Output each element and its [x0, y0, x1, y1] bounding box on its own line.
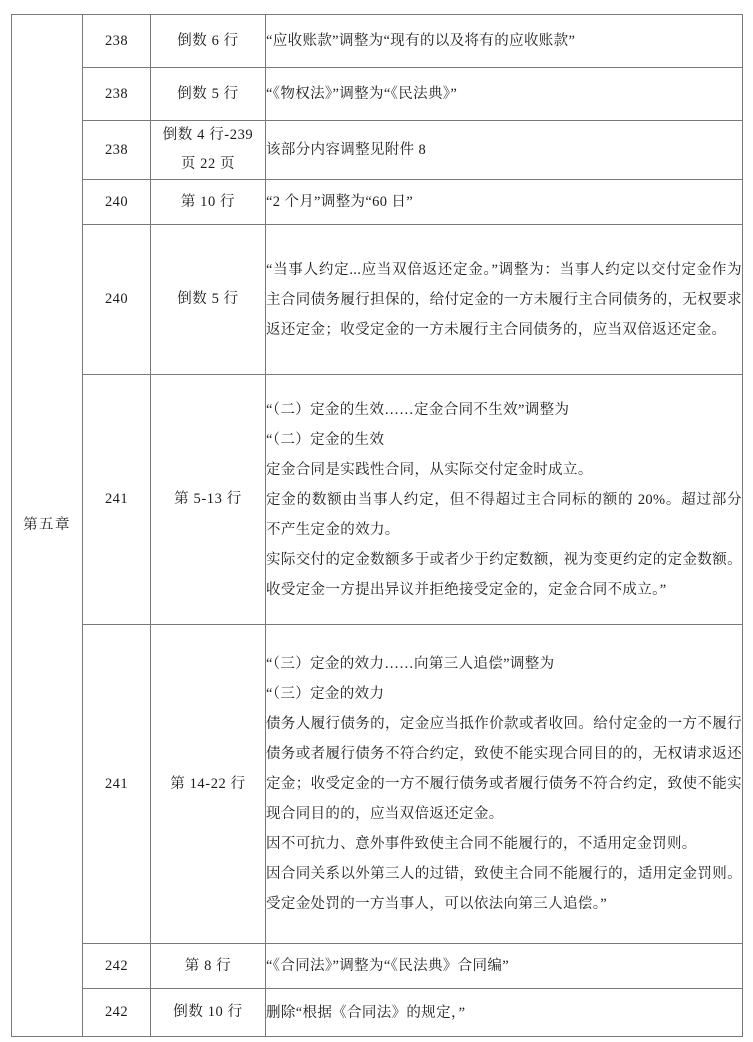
- content-paragraph: 实际交付的定金数额多于或者少于约定数额，视为变更约定的定金数额。收受定金一方提出异议并拒绝接受定金的，定金合同不成立。”: [266, 551, 742, 598]
- page-number-cell: 241: [83, 375, 151, 625]
- table-row: [12, 15, 743, 68]
- table-row: [12, 225, 743, 375]
- revision-table: [11, 14, 743, 1037]
- line-range-cell: 倒数 6 行: [151, 15, 266, 68]
- table-row: [12, 375, 743, 625]
- table-row: [12, 121, 743, 180]
- content-cell: [266, 375, 743, 625]
- content-paragraph: 删除“根据《合同法》的规定，”: [266, 1004, 466, 1021]
- content-paragraph: “应收账款”调整为“现有的以及将有的应收账款”: [266, 33, 576, 49]
- table-row: [12, 180, 743, 225]
- content-paragraph: 定金的数额由当事人约定，但不得超过主合同标的额的 20%。超过部分不产生定金的效力。: [266, 491, 742, 538]
- chapter-cell: 第五章: [12, 15, 83, 1037]
- content-cell: [266, 15, 743, 68]
- content-paragraph: “《物权法》”调整为“《民法典》”: [266, 86, 458, 102]
- page-number-cell: 238: [83, 68, 151, 121]
- content-paragraph: 定金合同是实践性合同，从实际交付定金时成立。: [266, 461, 593, 478]
- line-range-part: 倒数 4 行-239: [162, 127, 254, 143]
- page-number-cell: 242: [83, 989, 151, 1037]
- content-paragraph: “（三）定金的效力: [266, 686, 385, 702]
- page-number-cell: 242: [83, 944, 151, 989]
- line-range-cell: 倒数 5 行: [151, 68, 266, 121]
- content-paragraph: 债务人履行债务的，定金应当抵作价款或者收回。给付定金的一方不履行债务或者履行债务不符合约定，致使不能实现合同目的的，无权请求返还定金；收受定金的一方不履行债务或者履行债务不符合约定，致使不能实现合同目的的，应当双倍返还定金。: [266, 716, 742, 822]
- table-row: [12, 625, 743, 944]
- line-range-cell: 第 10 行: [151, 180, 266, 225]
- content-cell: [266, 180, 743, 225]
- table-row: [12, 68, 743, 121]
- line-range-cell: 第 5-13 行: [151, 375, 266, 625]
- content-paragraph: “当事人约定...应当双倍返还定金。”调整为：当事人约定以交付定金作为主合同债务履行担保的，给付定金的一方未履行主合同债务的，无权要求返还定金；收受定金的一方未履行主合同债务的，应当双倍返还定金。: [266, 261, 742, 338]
- table-row: [12, 944, 743, 989]
- line-range-cell: 倒数 5 行: [151, 225, 266, 375]
- content-paragraph: “《合同法》”调整为“《民法典》合同编”: [266, 958, 509, 974]
- content-cell: [266, 121, 743, 180]
- line-range-cell: 第 8 行: [151, 944, 266, 989]
- content-paragraph: “2 个月”调整为“60 日”: [266, 194, 413, 210]
- content-paragraph: 该部分内容调整见附件 8: [266, 142, 427, 158]
- content-cell: [266, 68, 743, 121]
- content-cell: [266, 944, 743, 989]
- line-range-cell: [151, 121, 266, 180]
- content-paragraph: 因不可抗力、意外事件致使主合同不能履行的，不适用定金罚则。: [266, 836, 697, 852]
- content-cell: [266, 989, 743, 1037]
- content-paragraph: 因合同关系以外第三人的过错，致使主合同不能履行的，适用定金罚则。受定金处罚的一方当事人，可以依法向第三人追偿。”: [266, 866, 742, 912]
- content-cell: [266, 225, 743, 375]
- page-number-cell: 238: [83, 15, 151, 68]
- page-number-cell: 240: [83, 180, 151, 225]
- line-range-cell: 倒数 10 行: [151, 989, 266, 1037]
- page-number-cell: 240: [83, 225, 151, 375]
- content-paragraph: “（二）定金的生效: [266, 431, 385, 448]
- line-range-cell: 第 14-22 行: [151, 625, 266, 944]
- content-cell: [266, 625, 743, 944]
- content-paragraph: “（二）定金的生效……定金合同不生效”调整为: [266, 401, 570, 418]
- content-paragraph: “（三）定金的效力……向第三人追偿”调整为: [266, 656, 555, 672]
- line-range-part: 页 22 页: [180, 156, 236, 172]
- table-row: [12, 989, 743, 1037]
- page-number-cell: 238: [83, 121, 151, 180]
- page-number-cell: 241: [83, 625, 151, 944]
- table-body: [12, 15, 743, 1037]
